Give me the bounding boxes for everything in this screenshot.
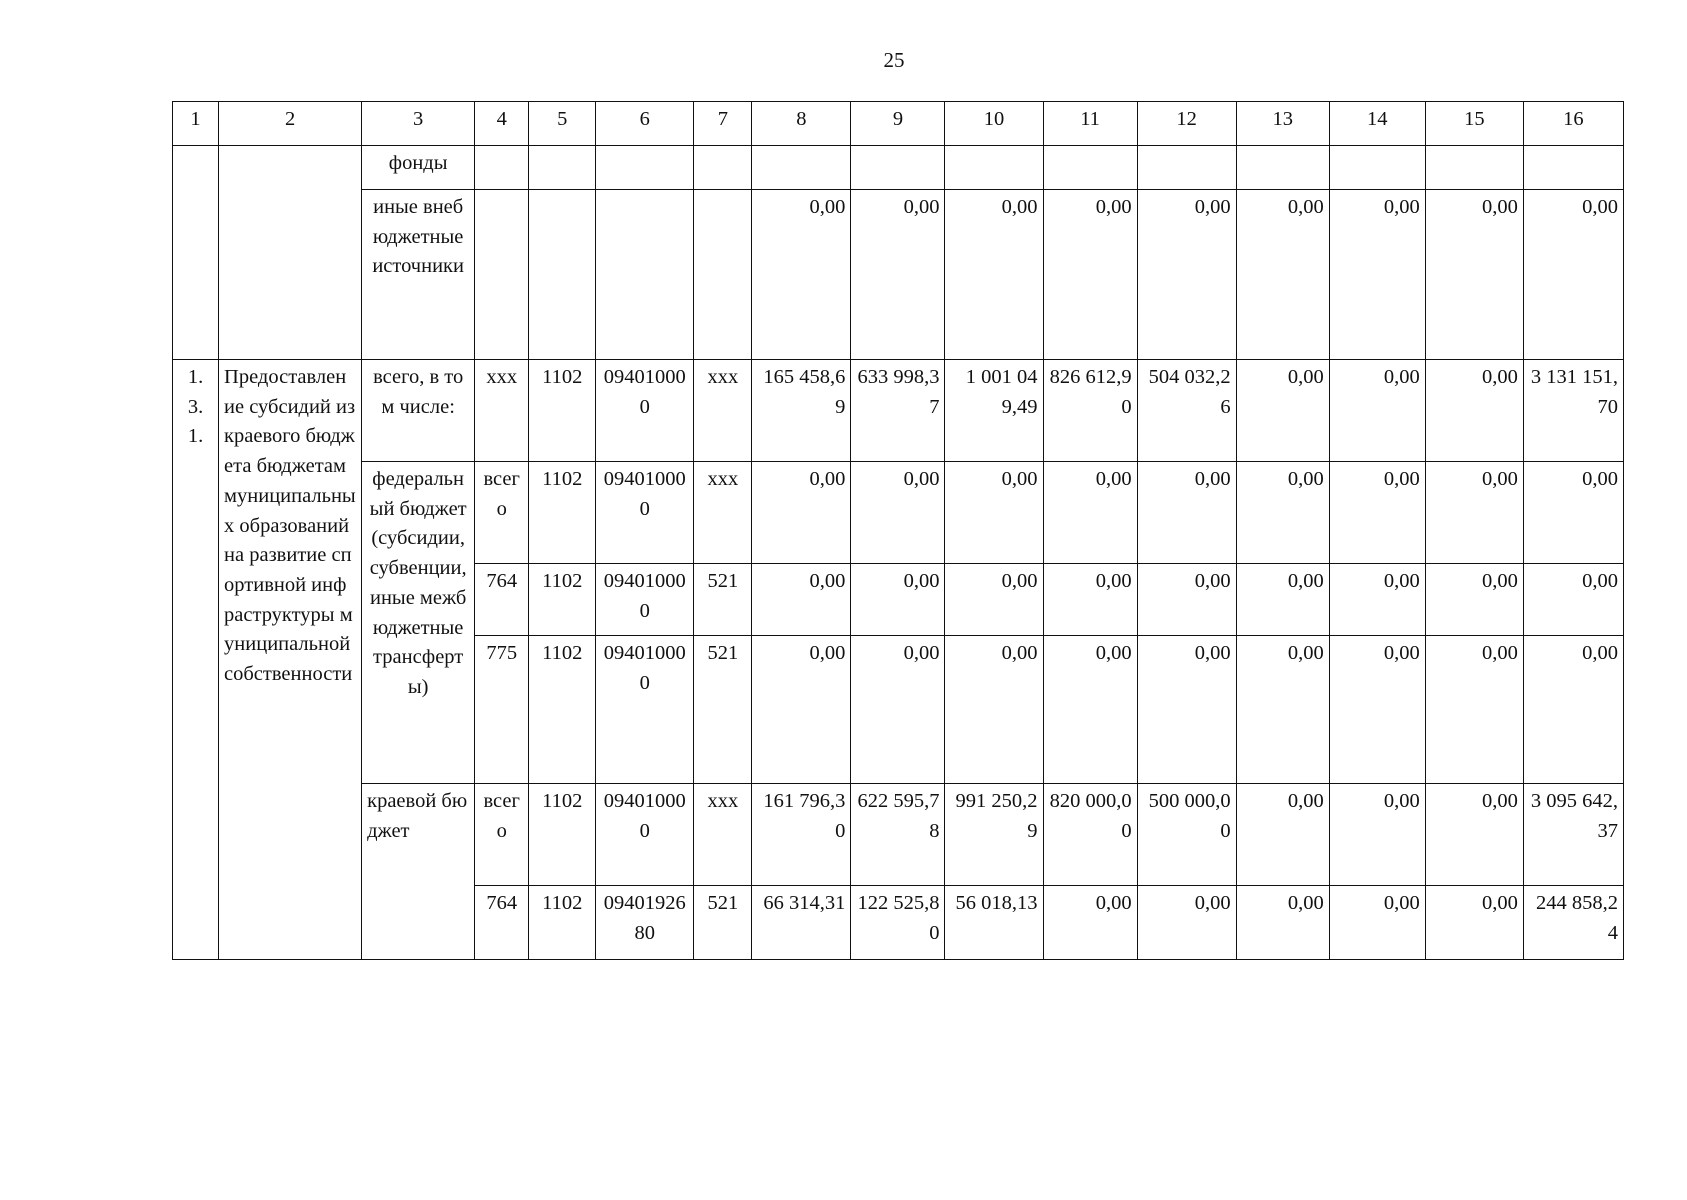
value-cell: 3 131 151,70 (1523, 360, 1623, 462)
value-cell: 0,00 (1043, 462, 1137, 564)
value-cell: 0,00 (945, 462, 1043, 564)
value-cell: 991 250,29 (945, 784, 1043, 886)
value-cell: 0,00 (851, 636, 945, 784)
value-cell: 0,00 (1137, 636, 1236, 784)
source-label: всего, в том числе: (362, 360, 475, 462)
value-cell: 622 595,78 (851, 784, 945, 886)
header-cell: 3 (362, 102, 475, 146)
code-cell: 1102 (529, 784, 596, 886)
value-cell: 0,00 (1425, 190, 1523, 360)
header-cell: 5 (529, 102, 596, 146)
code-cell: 094010000 (596, 636, 694, 784)
source-label: краевой бюджет (362, 784, 475, 960)
code-cell: всего (475, 784, 529, 886)
value-cell: 0,00 (1329, 784, 1425, 886)
value-cell: 500 000,00 (1137, 784, 1236, 886)
code-cell: 764 (475, 564, 529, 636)
value-cell: 0,00 (1236, 360, 1329, 462)
code-cell: 1102 (529, 360, 596, 462)
code-cell: ххх (694, 360, 752, 462)
value-cell: 0,00 (1523, 462, 1623, 564)
value-cell: 0,00 (1236, 564, 1329, 636)
table-row (173, 462, 1624, 564)
value-cell: 0,00 (1523, 190, 1623, 360)
value-cell: 0,00 (1137, 462, 1236, 564)
code-cell: 521 (694, 886, 752, 960)
value-cell: 0,00 (945, 564, 1043, 636)
value-cell: 0,00 (752, 190, 851, 360)
value-cell: 0,00 (945, 190, 1043, 360)
value-cell: 0,00 (1329, 564, 1425, 636)
value-cell: 0,00 (752, 462, 851, 564)
value-cell: 0,00 (851, 564, 945, 636)
header-cell: 8 (752, 102, 851, 146)
header-cell: 10 (945, 102, 1043, 146)
header-cell: 13 (1236, 102, 1329, 146)
code-cell: 094010000 (596, 784, 694, 886)
header-cell: 7 (694, 102, 752, 146)
blank-cell (219, 146, 362, 360)
value-cell: 0,00 (1425, 462, 1523, 564)
code-cell: 1102 (529, 636, 596, 784)
value-cell: 0,00 (1425, 564, 1523, 636)
value-cell: 0,00 (1236, 886, 1329, 960)
value-cell: 0,00 (1329, 886, 1425, 960)
blank-cell (173, 146, 219, 360)
page-number: 25 (883, 48, 905, 72)
code-cell: 764 (475, 886, 529, 960)
header-cell: 2 (219, 102, 362, 146)
code-cell: 1102 (529, 886, 596, 960)
code-cell: 0940192680 (596, 886, 694, 960)
value-cell: 0,00 (1523, 636, 1623, 784)
value-cell: 820 000,00 (1043, 784, 1137, 886)
value-cell: 0,00 (1329, 190, 1425, 360)
value-cell: 0,00 (1137, 564, 1236, 636)
value-cell: 165 458,69 (752, 360, 851, 462)
value-cell: 0,00 (1329, 636, 1425, 784)
table-row (173, 360, 1624, 462)
value-cell: 0,00 (752, 564, 851, 636)
table-row (173, 190, 1624, 360)
value-cell: 0,00 (851, 462, 945, 564)
source-label: федеральный бюджет (субсидии, субвенции, иные межбюджетные трансферты) (362, 462, 475, 784)
code-cell: ххх (694, 784, 752, 886)
value-cell: 3 095 642,37 (1523, 784, 1623, 886)
value-cell: 0,00 (945, 636, 1043, 784)
value-cell: 0,00 (1329, 360, 1425, 462)
value-cell: 0,00 (851, 190, 945, 360)
value-cell: 0,00 (1425, 784, 1523, 886)
source-label: фонды (362, 146, 475, 190)
value-cell: 0,00 (1425, 636, 1523, 784)
code-cell: 094010000 (596, 462, 694, 564)
value-cell: 826 612,90 (1043, 360, 1137, 462)
value-cell: 66 314,31 (752, 886, 851, 960)
code-cell: 1102 (529, 564, 596, 636)
value-cell: 0,00 (1137, 190, 1236, 360)
header-cell: 12 (1137, 102, 1236, 146)
value-cell: 0,00 (1425, 886, 1523, 960)
value-cell: 0,00 (1523, 564, 1623, 636)
code-cell: всего (475, 462, 529, 564)
value-cell: 0,00 (1137, 886, 1236, 960)
budget-table (172, 101, 1624, 960)
code-cell: 521 (694, 636, 752, 784)
value-cell: 0,00 (1236, 636, 1329, 784)
code-cell: 521 (694, 564, 752, 636)
source-label: иные внебюджетные источники (362, 190, 475, 360)
header-cell: 6 (596, 102, 694, 146)
code-cell: 094010000 (596, 360, 694, 462)
code-cell: 775 (475, 636, 529, 784)
value-cell: 633 998,37 (851, 360, 945, 462)
code-cell: ххх (694, 462, 752, 564)
value-cell: 122 525,80 (851, 886, 945, 960)
value-cell: 0,00 (1236, 784, 1329, 886)
header-cell: 4 (475, 102, 529, 146)
header-cell: 11 (1043, 102, 1137, 146)
code-cell: ххх (475, 360, 529, 462)
value-cell: 0,00 (1425, 360, 1523, 462)
value-cell: 0,00 (1043, 564, 1137, 636)
table-row (173, 784, 1624, 886)
value-cell: 161 796,30 (752, 784, 851, 886)
value-cell: 0,00 (752, 636, 851, 784)
value-cell: 56 018,13 (945, 886, 1043, 960)
value-cell: 504 032,26 (1137, 360, 1236, 462)
value-cell: 0,00 (1043, 190, 1137, 360)
header-cell: 9 (851, 102, 945, 146)
value-cell: 0,00 (1236, 190, 1329, 360)
header-cell: 15 (1425, 102, 1523, 146)
code-cell: 1102 (529, 462, 596, 564)
header-row (173, 102, 1624, 146)
table-row (173, 146, 1624, 190)
header-cell: 16 (1523, 102, 1623, 146)
value-cell: 0,00 (1043, 886, 1137, 960)
header-cell: 14 (1329, 102, 1425, 146)
item-description: Предоставление субсидий из краевого бюджета бюджетам муниципальных образований на развитие спортивной инфраструктуры муниципальной собственности (219, 360, 362, 960)
value-cell: 0,00 (1236, 462, 1329, 564)
item-number: 1. 3. 1. (173, 360, 219, 960)
value-cell: 0,00 (1043, 636, 1137, 784)
value-cell: 244 858,24 (1523, 886, 1623, 960)
header-cell: 1 (173, 102, 219, 146)
value-cell: 0,00 (1329, 462, 1425, 564)
code-cell: 094010000 (596, 564, 694, 636)
value-cell: 1 001 049,49 (945, 360, 1043, 462)
